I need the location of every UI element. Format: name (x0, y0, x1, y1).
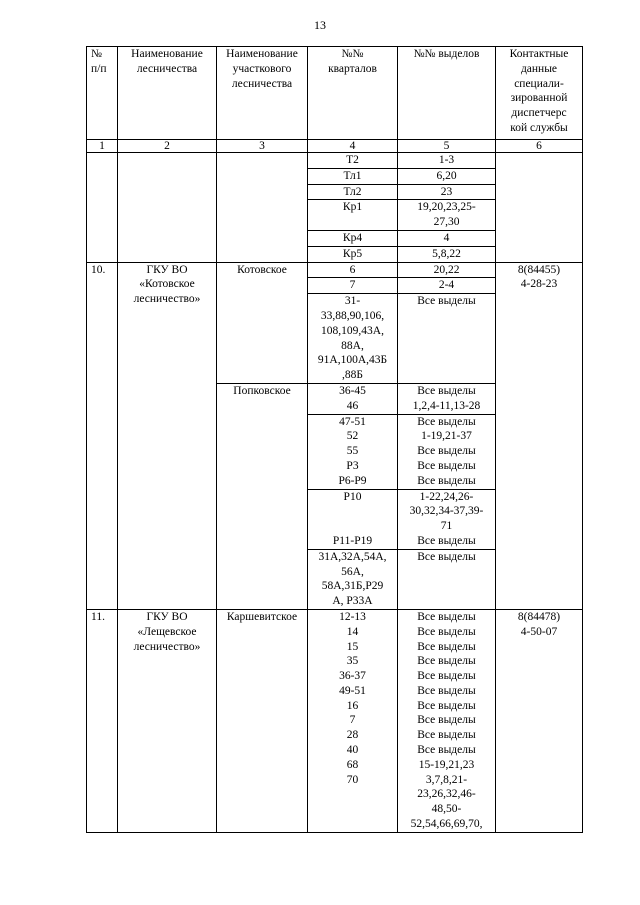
kvartal-cell: 12-13 14 15 35 36-37 49-51 16 7 28 40 68 70 (308, 609, 398, 832)
vydel-cell: Все выделы (398, 549, 496, 609)
kvartal-cell: 47-51 52 55 Р3 Р6-Р9 (308, 414, 398, 489)
kvartal-cell: Кр4 (308, 230, 398, 246)
header-row (87, 47, 583, 140)
column-number: 3 (217, 140, 308, 153)
vydel-cell: 1-3 (398, 153, 496, 169)
subforestry-name: Попковское (217, 383, 308, 609)
column-number: 1 (87, 140, 118, 153)
empty-cell (87, 153, 118, 263)
table-row (87, 609, 583, 832)
column-number: 2 (118, 140, 217, 153)
forestry-table (86, 46, 583, 833)
forestry-name: ГКУ ВО «Лещевское лесничество» (118, 609, 217, 832)
page-number: 13 (314, 18, 326, 32)
vydel-cell: 2-4 (398, 278, 496, 294)
kvartal-cell: 36-45 46 (308, 383, 398, 414)
vydel-cell: Все выделы Все выделы Все выделы Все выделы Все выделы Все выделы Все выделы Все выделы Все выделы Все выделы 15-19,21,23 3,7,8,21- 23,26,32,46- 48,50- 52,54,66,69,70, (398, 609, 496, 832)
column-number: 4 (308, 140, 398, 153)
kvartal-cell: Р10 Р11-Р19 (308, 489, 398, 549)
entry-number: 11. (87, 609, 118, 832)
vydel-cell: 20,22 (398, 262, 496, 278)
kvartal-cell: Кр5 (308, 246, 398, 262)
empty-cell (118, 153, 217, 263)
subforestry-name: Котовское (217, 262, 308, 383)
empty-cell (217, 153, 308, 263)
vydel-cell: 6,20 (398, 168, 496, 184)
kvartal-cell: 6 (308, 262, 398, 278)
header-kvartals: №№ кварталов (308, 47, 398, 140)
vydel-cell: 23 (398, 184, 496, 200)
header-forestry: Наименование лесничества (118, 47, 217, 140)
header-subforestry: Наименование участкового лесничества (217, 47, 308, 140)
vydel-cell: 19,20,23,25- 27,30 (398, 200, 496, 231)
vydel-cell: Все выделы 1,2,4-11,13-28 (398, 383, 496, 414)
entry-number: 10. (87, 262, 118, 609)
vydel-cell: Все выделы 1-19,21-37 Все выделы Все выделы Все выделы (398, 414, 496, 489)
header-vydels: №№ выделов (398, 47, 496, 140)
contact-cell: 8(84478) 4-50-07 (496, 609, 583, 832)
kvartal-cell: 31А,32А,54А, 56А, 58А,31Б,Р29 А, Р33А (308, 549, 398, 609)
kvartal-cell: Кр1 (308, 200, 398, 231)
column-number-row (87, 140, 583, 153)
subforestry-name: Каршевитское (217, 609, 308, 832)
column-number: 5 (398, 140, 496, 153)
kvartal-cell: Т2 (308, 153, 398, 169)
kvartal-cell: Тл2 (308, 184, 398, 200)
table-row (87, 153, 583, 169)
table-row (87, 262, 583, 278)
vydel-cell: 5,8,22 (398, 246, 496, 262)
vydel-cell: 4 (398, 230, 496, 246)
forestry-name: ГКУ ВО «Котовское лесничество» (118, 262, 217, 609)
empty-cell (496, 153, 583, 263)
contact-cell: 8(84455) 4-28-23 (496, 262, 583, 609)
header-number: № п/п (87, 47, 118, 140)
column-number: 6 (496, 140, 583, 153)
vydel-cell: Все выделы (398, 294, 496, 384)
kvartal-cell: 7 (308, 278, 398, 294)
kvartal-cell: 31- 33,88,90,106, 108,109,43А, 88А, 91А,100А,43Б ,88Б (308, 294, 398, 384)
vydel-cell: 1-22,24,26- 30,32,34-37,39- 71 Все выделы (398, 489, 496, 549)
header-contact: Контактные данные специали- зированной диспетчерс кой службы (496, 47, 583, 140)
kvartal-cell: Тл1 (308, 168, 398, 184)
